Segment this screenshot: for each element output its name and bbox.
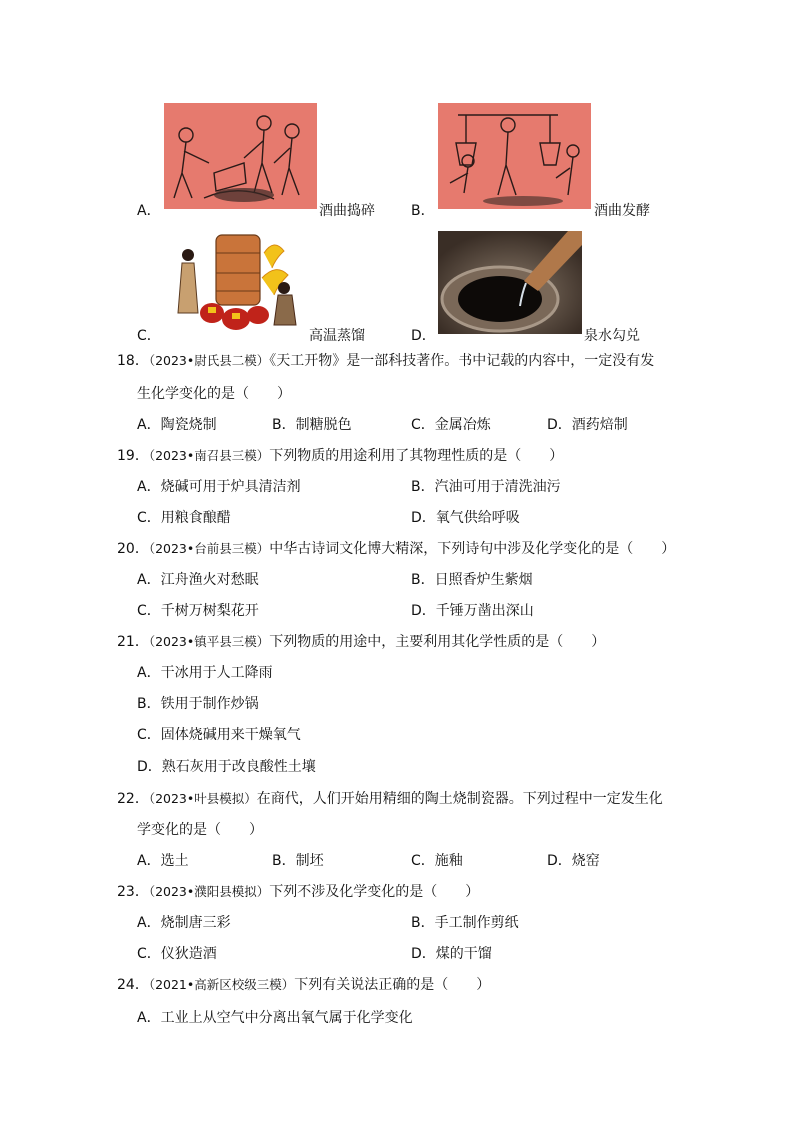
question-text: 下列物质的用途中，主要利用其化学性质的是（ ） [269, 634, 606, 650]
question-24 [117, 976, 490, 994]
q20-option-c: C．千树万树梨花开 [137, 603, 259, 619]
spring-water-blending-photo [438, 231, 582, 334]
image-a-caption: 酒曲捣碎 [319, 203, 375, 219]
image-b-fermenting [438, 103, 591, 209]
question-text: 下列物质的用途利用了其物理性质的是（ ） [269, 448, 564, 464]
question-text: 中华古诗词文化博大精深，下列诗句中涉及化学变化的是（ ） [269, 541, 676, 557]
image-c-letter: C． [137, 328, 161, 344]
question-number: 20． [117, 541, 149, 557]
question-18-continued: 生化学变化的是（ ） [137, 386, 291, 402]
image-a-crushing [164, 103, 317, 209]
image-d-caption: 泉水勾兑 [584, 328, 640, 344]
question-number: 22． [117, 791, 149, 807]
question-number: 18． [117, 353, 149, 369]
q22-option-c: C．施釉 [411, 853, 463, 869]
image-b-letter: B． [411, 203, 435, 219]
q23-option-b: B．手工制作剪纸 [411, 915, 519, 931]
q18-option-a: A．陶瓷烧制 [137, 417, 217, 433]
q23-option-a: A．烧制唐三彩 [137, 915, 231, 931]
question-text: 《天工开物》是一部科技著作。书中记载的内容中，一定没有发 [269, 353, 655, 369]
question-source: （2023•尉氏县二模） [148, 353, 270, 368]
q24-option-a: A．工业上从空气中分离出氧气属于化学变化 [137, 1010, 413, 1026]
question-source: （2023•叶县模拟） [148, 791, 257, 806]
question-22 [117, 790, 663, 808]
question-22-continued: 学变化的是（ ） [137, 822, 263, 838]
image-d-letter: D． [411, 328, 436, 344]
question-source: （2023•镇平县三模） [148, 634, 270, 649]
question-number: 19． [117, 448, 149, 464]
distilling-illustration [164, 233, 306, 331]
image-a-letter: A． [137, 203, 161, 219]
question-text: 下列有关说法正确的是（ ） [294, 977, 491, 993]
question-number: 24． [117, 977, 149, 993]
question-text: 下列不涉及化学变化的是（ ） [269, 884, 480, 900]
question-number: 23． [117, 884, 149, 900]
q21-option-a: A．干冰用于人工降雨 [137, 665, 273, 681]
q22-option-a: A．选土 [137, 853, 189, 869]
q20-option-d: D．千锤万凿出深山 [411, 603, 534, 619]
question-19 [117, 447, 563, 465]
workers-crushing-illustration [164, 103, 317, 209]
question-21 [117, 633, 605, 651]
q23-option-c: C．仪狄造酒 [137, 946, 217, 962]
q18-option-b: B．制糖脱色 [272, 417, 352, 433]
q20-option-a: A．江舟渔火对愁眠 [137, 572, 259, 588]
question-number: 21． [117, 634, 149, 650]
q22-option-b: B．制坯 [272, 853, 324, 869]
q18-option-c: C．金属冶炼 [411, 417, 491, 433]
question-text: 在商代，人们开始用精细的陶土烧制瓷器。下列过程中一定发生化 [256, 791, 663, 807]
image-c-caption: 高温蒸馏 [309, 328, 365, 344]
q23-option-d: D．煤的干馏 [411, 946, 492, 962]
q18-option-d: D．酒药焙制 [547, 417, 628, 433]
q21-option-b: B．铁用于制作炒锅 [137, 696, 259, 712]
workers-fermenting-illustration [438, 103, 591, 209]
image-c-distilling [164, 233, 306, 331]
question-source: （2023•南召县三模） [148, 448, 270, 463]
q20-option-b: B．日照香炉生紫烟 [411, 572, 533, 588]
question-source: （2023•台前县三模） [148, 541, 270, 556]
question-source: （2023•濮阳县模拟） [148, 884, 270, 899]
question-18 [117, 352, 654, 370]
q22-option-d: D．烧窑 [547, 853, 600, 869]
image-b-caption: 酒曲发酵 [594, 203, 650, 219]
q19-option-a: A．烧碱可用于炉具清洁剂 [137, 479, 301, 495]
question-20 [117, 540, 675, 558]
q21-option-d: D．熟石灰用于改良酸性土壤 [137, 759, 316, 775]
q19-option-c: C．用粮食酿醋 [137, 510, 231, 526]
q19-option-b: B．汽油可用于清洗油污 [411, 479, 561, 495]
q19-option-d: D．氧气供给呼吸 [411, 510, 520, 526]
question-23 [117, 883, 479, 901]
image-d-blending [438, 231, 582, 334]
question-source: （2021•高新区校级三模） [148, 977, 295, 992]
q21-option-c: C．固体烧碱用来干燥氧气 [137, 727, 301, 743]
